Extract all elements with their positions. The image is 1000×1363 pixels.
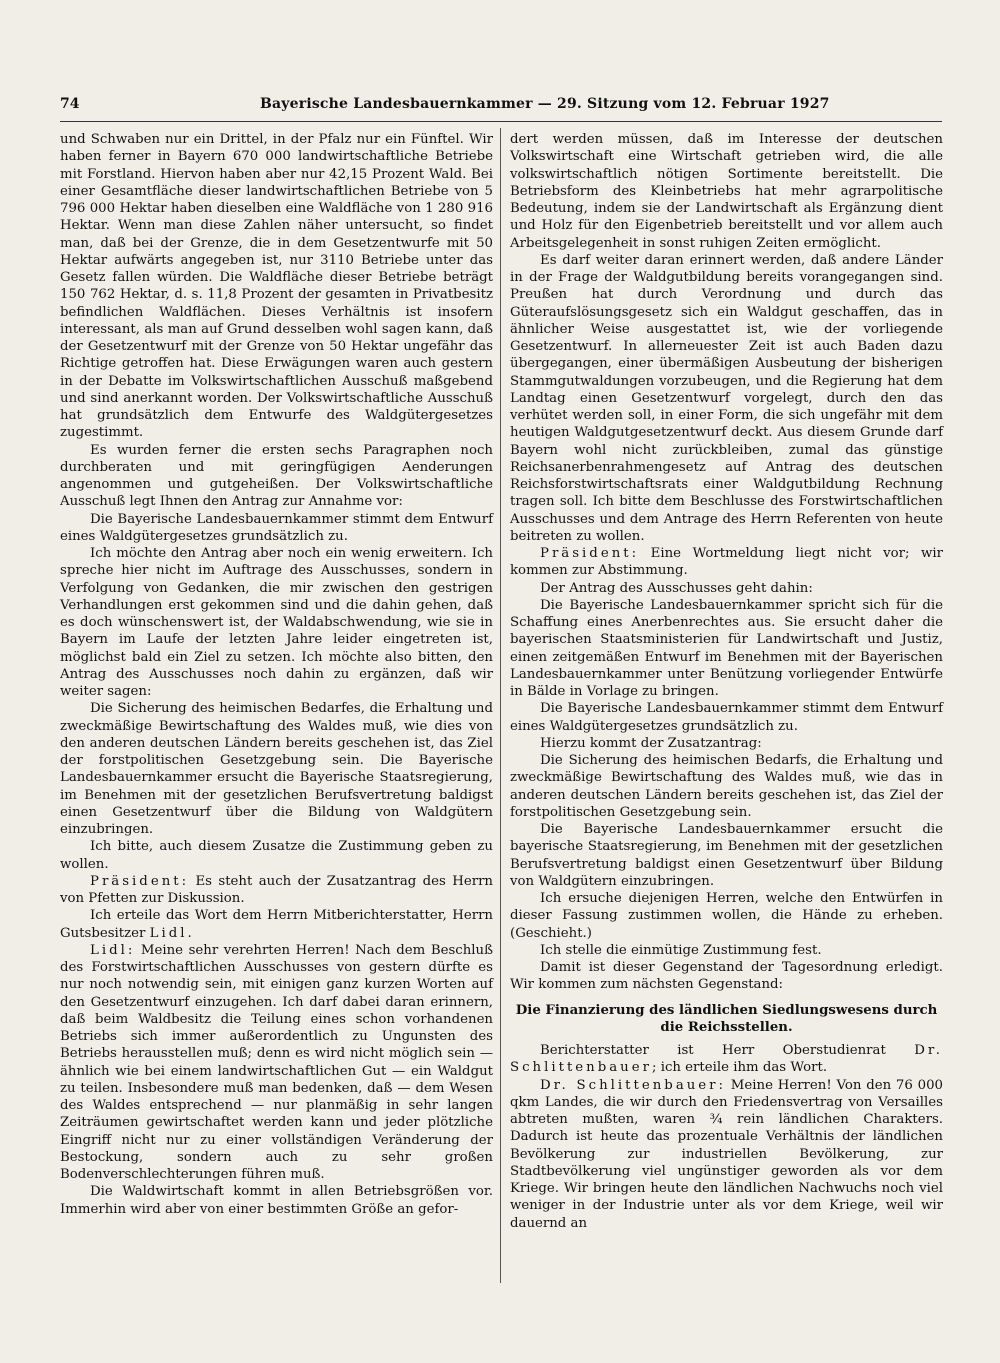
speaker-paragraph <box>510 1077 943 1232</box>
speaker-name: Präsident: <box>540 546 640 561</box>
paragraph-text: Ich erteile das Wort dem Herrn Mitberichterstatter, Herrn Gutsbesitzer <box>60 908 493 941</box>
quoted-motion: Die Bayerische Landesbauernkammer spricht sich für die Schaffung eines Anerbenrechtes aus. Sie ersucht daher die bayerischen Staatsministerien für Landwirtschaft und Justiz, einen zeitgemäßen Entwurf im Benehmen mit der Bayerischen Landesbauernkammer unter Benützung vorliegender Entwürfe in Bälde in Vorlage zu bringen. <box>510 597 943 699</box>
paragraph: Ich ersuche diejenigen Herren, welche den Entwürfen in dieser Fassung zustimmen wollen, die Hände zu erheben. (Geschieht.) <box>510 891 943 941</box>
paragraph: Es wurden ferner die ersten sechs Paragraphen noch durchberaten und mit geringfügigen Aenderungen angenommen und gutgeheißen. Der Volkswirtschaftliche Ausschuß legt Ihnen den Antrag zur Annahme vor: <box>60 442 493 510</box>
paragraph: Ich möchte den Antrag aber noch ein wenig erweitern. Ich spreche hier nicht im Auftrage des Ausschusses, sondern in Verfolgung von Gedanken, die mir zwischen den gestrigen Verhandlungen erst gekommen sind und die dahin gehen, daß es doch wünschenswert ist, der Waldabschwendung, wie sie in Bayern im Laufe der letzten Jahre leider eingetreten ist, möglichst bald ein Ziel zu setzen. Ich möchte also bitten, den Antrag des Ausschusses noch dahin zu ergänzen, daß wir weiter sagen: <box>60 546 493 699</box>
quoted-motion: Die Sicherung des heimischen Bedarfes, die Erhaltung und zweckmäßige Bewirtschaftung des Waldes muß, wie dies von den anderen deutschen Ländern bereits geschehen ist, das Ziel der forstpolitischen Gesetzgebung sein. Die Bayerische Landesbauernkammer ersucht die Bayerische Staatsregierung, im Benehmen mit der gesetzlichen Berufsvertretung baldigst einen Gesetzentwurf über die Bildung von Waldgütern einzubringen. <box>60 701 493 837</box>
column-divider <box>500 128 501 1283</box>
section-heading: Die Finanzierung des ländlichen Siedlungswesens durch die Reichsstellen. <box>515 1002 938 1035</box>
speaker-paragraph <box>60 942 493 1184</box>
paragraph-text: Berichterstatter ist Herr Oberstudienrat <box>540 1043 915 1058</box>
page-header <box>60 96 940 118</box>
right-column <box>510 131 943 1281</box>
left-column <box>60 131 493 1281</box>
page-number: 74 <box>60 96 80 112</box>
speech-text: Eine Wortmeldung liegt nicht vor; wir kommen zur Abstimmung. <box>510 546 943 579</box>
quoted-motion: Die Sicherung des heimischen Bedarfs, die Erhaltung und zweckmäßige Bewirtschaftung des Waldes muß, wie das in anderen deutschen Ländern bereits geschehen ist, das Ziel der forstpolitischen Gesetzgebung sein. <box>510 753 943 820</box>
paragraph: und Schwaben nur ein Drittel, in der Pfalz nur ein Fünftel. Wir haben ferner in Bayern 670 000 landwirtschaftliche Betriebe mit Forstland. Hiervon haben aber nur 42,15 Prozent Wald. Bei einer Gesamtfläche dieser landwirtschaftlichen Betriebe von 5 796 000 Hektar haben dieselben eine Waldfläche von 1 280 916 Hektar. Wenn man diese Zahlen näher untersucht, so findet man, daß bei der Grenze, die in dem Gesetzentwurfe mit 50 Hektar aufwärts angegeben ist, nur 3110 Betriebe unter das Gesetz fallen würden. Die Waldfläche dieser Betriebe beträgt 150 762 Hektar, d. s. 11,8 Prozent der gesamten in Privatbesitz befindlichen Waldflächen. Dieses Verhältnis ist insofern interessant, als man auf Grund desselben wohl sagen kann, daß der Gesetzentwurf mit der Grenze von 50 Hektar ungefähr das Richtige getroffen hat. Diese Erwägungen waren auch gestern in der Debatte im Volkswirtschaftlichen Ausschuß maßgebend und sind anerkannt worden. Der Volkswirtschaftliche Ausschuß hat grundsätzlich dem Entwurfe des Waldgütergesetzes zugestimmt. <box>60 132 493 441</box>
speech-text: Meine sehr verehrten Herren! Nach dem Beschluß des Forstwirtschaftlichen Ausschusses von gestern dürfte es nur noch notwendig sein, mit einigen ganz kurzen Worten auf den Gesetzentwurf einzugehen. Ich darf dabei daran erinnern, daß beim Waldbesitz die Teilung eines schon vorhandenen Betriebs sich immer außerordentlich zu Ungunsten des Betriebs herausstellen muß; denn es wird nicht möglich sein — ähnlich wie bei einem landwirtschaftlichen Gut — ein Waldgut zu teilen. Insbesondere muß man bedenken, daß — dem Wesen des Waldes entsprechend — nur planmäßig in sehr langen Zeiträumen gewirtschaftet werden kann und jeder plötzliche Eingriff nicht nur zu einer vollständigen Veränderung der Bestockung, sondern auch zu sehr großen Bodenverschlechterungen führen muß. <box>60 942 493 1182</box>
speaker-paragraph <box>510 545 943 580</box>
speaker-name: Dr. Schlittenbauer <box>510 1043 943 1076</box>
speaker-name: Präsident: <box>90 873 190 889</box>
paragraph: Der Antrag des Ausschusses geht dahin: <box>540 580 813 596</box>
speaker-name: Lidl. <box>149 925 195 941</box>
speaker-name: Dr. Schlittenbauer: <box>540 1077 727 1093</box>
paragraph: dert werden müssen, daß im Interesse der deutschen Volkswirtschaft eine Wirtschaft getrieben wird, die alle volkswirtschaftlich nötigen Sortimente bereitstellt. Die Betriebsform des Kleinbetriebs hat mehr agrarpolitische Bedeutung, indem sie der Landwirtschaft als Ergänzung dient und Holz für den Eigenbetrieb bereitstellt und vor allem auch Arbeitsgelegenheit in sonst ruhigen Zeiten ermöglicht. <box>510 132 943 251</box>
quoted-motion: Die Bayerische Landesbauernkammer ersucht die bayerische Staatsregierung, im Benehmen mit der gesetzlichen Berufsvertretung baldigst einen Gesetzentwurf über Bildung von Waldgütern einzubringen. <box>510 822 943 889</box>
paragraph <box>60 907 493 942</box>
paragraph: Hierzu kommt der Zusatzantrag: <box>540 735 762 751</box>
header-rule <box>60 121 942 122</box>
running-title: Bayerische Landesbauernkammer — 29. Sitzung vom 12. Februar 1927 <box>260 96 830 112</box>
paragraph: Ich stelle die einmütige Zustimmung fest. <box>540 942 822 958</box>
speech-text: Meine Herren! Von den 76 000 qkm Landes, die wir durch den Friedensvertrag von Versailles abtreten mußten, waren ¾ rein ländlichen Charakters. Dadurch ist heute das prozentuale Verhältnis der ländlichen Bevölkerung zur industriellen Bevölkerung, zur Stadtbevölkerung viel ungünstiger geworden als vor dem Kriege. Wir bringen heute den ländlichen Nachwuchs noch viel weniger in der Industrie unter als vor dem Kriege, weil wir dauernd an <box>510 1077 943 1231</box>
speaker-name: Lidl: <box>90 942 136 958</box>
paragraph <box>510 1042 943 1077</box>
quoted-motion: Die Bayerische Landesbauernkammer stimmt dem Entwurf eines Waldgütergesetzes grundsätzlich zu. <box>510 701 943 734</box>
quoted-motion: Die Bayerische Landesbauernkammer stimmt dem Entwurf eines Waldgütergesetzes grundsätzlich zu. <box>60 511 493 544</box>
paragraph: Ich bitte, auch diesem Zusatze die Zustimmung geben zu wollen. <box>60 839 493 872</box>
paragraph-text: ; ich erteile ihm das Wort. <box>651 1060 828 1076</box>
speech-text: Es steht auch der Zusatzantrag des Herrn von Pfetten zur Diskussion. <box>60 873 493 906</box>
paragraph: Die Waldwirtschaft kommt in allen Betriebsgrößen vor. Immerhin wird aber von einer bestimmten Größe an gefor- <box>60 1184 493 1217</box>
paragraph: Es darf weiter daran erinnert werden, daß andere Länder in der Frage der Waldgutbildung bereits vorangegangen sind. Preußen hat durch Verordnung und durch das Güteraufslösungsgesetz sich ein Waldgut geschaffen, das in ähnlicher Weise ausgestattet ist, wie der vorliegende Gesetzentwurf. In allerneuester Zeit ist auch Baden dazu übergegangen, einer übermäßigen Ausbeutung der bisherigen Stammgutwaldungen vorzubeugen, und die Regierung hat dem Landtag einen Gesetzentwurf vorgelegt, durch den das verhütet werden soll, in einer Form, die sich ungefähr mit dem heutigen Waldgutgesetzentwurf deckt. Aus diesem Grunde darf Bayern wohl nicht zurückbleiben, zumal das günstige Reichsanerbenrahmengesetz auf Antrag des deutschen Reichsforstwirtschaftsrats einer Waldgutbildung Rechnung tragen soll. Ich bitte dem Beschlusse des Forstwirtschaftlichen Ausschusses und dem Antrage des Herrn Referenten von heute beitreten zu wollen. <box>510 252 943 544</box>
speaker-paragraph <box>60 873 493 908</box>
paragraph: Damit ist dieser Gegenstand der Tagesordnung erledigt. Wir kommen zum nächsten Gegenstand: <box>510 960 943 993</box>
